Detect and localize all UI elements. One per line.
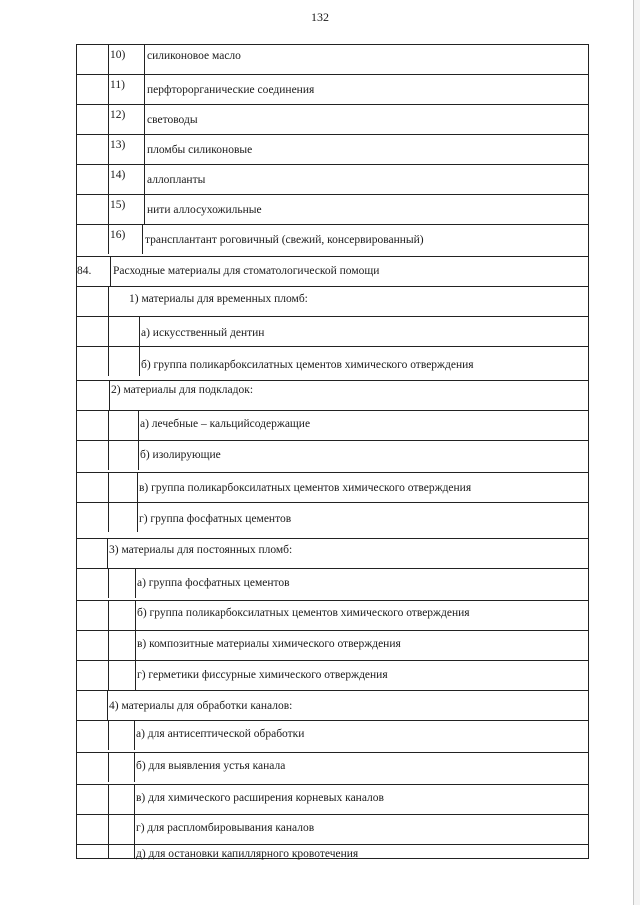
- row-label-cell: [137, 473, 588, 502]
- table-row: [77, 660, 588, 690]
- empty-cell: [77, 503, 109, 532]
- section-title: Расходные материалы для стоматологической помощи: [113, 265, 380, 277]
- empty-cell: [77, 75, 109, 104]
- row-text: в) группа поликарбоксилатных цементов химического отверждения: [139, 482, 472, 494]
- scan-edge: [633, 0, 640, 905]
- table-row-section: [77, 256, 588, 286]
- row-text: пломбы силиконовые: [147, 144, 253, 156]
- row-text: б) для выявления устья канала: [136, 760, 286, 772]
- row-text: б) группа поликарбоксилатных цементов химического отверждения: [137, 607, 470, 619]
- row-label-cell: [139, 347, 588, 376]
- table-row: [77, 844, 588, 858]
- table-row: [77, 720, 588, 750]
- empty-cell: [77, 195, 109, 224]
- row-label-cell: [135, 601, 588, 630]
- row-label-cell: [135, 631, 588, 660]
- row-label-cell: [138, 441, 588, 470]
- empty-cell: [77, 661, 109, 690]
- materials-table: [76, 44, 589, 859]
- row-label-cell: [142, 225, 588, 254]
- row-text: б) изолирующие: [140, 449, 221, 461]
- table-row: [77, 568, 588, 598]
- empty-cell: [77, 287, 109, 316]
- row-label-cell: [139, 317, 588, 346]
- row-label-cell: [134, 845, 588, 858]
- subsection-title: 1) материалы для временных пломб:: [129, 293, 308, 305]
- table-row: [77, 440, 588, 470]
- row-number: 11): [110, 79, 125, 91]
- row-text: перфторорганические соединения: [147, 84, 315, 96]
- empty-cell: [77, 165, 109, 194]
- table-row: [77, 164, 588, 194]
- row-text: трансплантант роговичный (свежий, консервированный): [145, 234, 424, 246]
- table-row: [77, 690, 588, 720]
- row-label-cell: [144, 75, 588, 104]
- section-number: 84.: [77, 265, 92, 277]
- row-text: б) группа поликарбоксилатных цементов химического отверждения: [141, 359, 474, 371]
- row-label-cell: [107, 539, 588, 568]
- row-label-cell: [134, 721, 588, 750]
- row-label-cell: [134, 785, 588, 814]
- row-label-cell: [107, 691, 588, 720]
- subsection-title: 3) материалы для постоянных пломб:: [109, 544, 293, 556]
- row-number: 15): [110, 199, 126, 211]
- empty-cell: [77, 411, 109, 440]
- table-row: [77, 752, 588, 782]
- table-row: [77, 194, 588, 224]
- empty-cell: [77, 569, 109, 598]
- row-label-cell: [109, 381, 588, 410]
- empty-cell: [77, 753, 109, 782]
- row-label-cell: [137, 503, 588, 532]
- row-text: д) для остановки капиллярного кровотечения: [136, 848, 359, 860]
- row-label-cell: [135, 661, 588, 690]
- table-row: [77, 44, 588, 74]
- row-text: г) группа фосфатных цементов: [139, 513, 292, 525]
- row-label-cell: [144, 105, 588, 134]
- row-number: 16): [110, 229, 126, 241]
- empty-cell: [77, 45, 109, 74]
- empty-cell: [77, 815, 109, 844]
- table-row: [77, 630, 588, 660]
- row-text: г) для распломбировывания каналов: [136, 822, 315, 834]
- table-row: [77, 104, 588, 134]
- row-number: 10): [110, 49, 126, 61]
- table-row: [77, 134, 588, 164]
- table-row: [77, 502, 588, 532]
- empty-cell: [77, 347, 109, 376]
- empty-cell: [77, 845, 109, 858]
- row-text: в) для химического расширения корневых каналов: [136, 792, 384, 804]
- empty-cell: [77, 135, 109, 164]
- row-number: 14): [110, 169, 126, 181]
- table-row: [77, 600, 588, 630]
- table-row: [77, 224, 588, 254]
- row-text: а) для антисептической обработки: [136, 728, 305, 740]
- empty-cell: [77, 105, 109, 134]
- row-label-cell: [144, 195, 588, 224]
- row-label-cell: [144, 165, 588, 194]
- empty-cell: [77, 601, 109, 630]
- empty-cell: [77, 473, 109, 502]
- row-label-cell: [110, 257, 588, 286]
- subsection-title: 4) материалы для обработки каналов:: [109, 700, 293, 712]
- empty-cell: [77, 785, 109, 814]
- row-label-cell: [144, 45, 588, 74]
- table-row: [77, 316, 588, 346]
- row-text: аллопланты: [147, 174, 206, 186]
- row-number: 12): [110, 109, 126, 121]
- table-row: [77, 784, 588, 814]
- row-text: в) композитные материалы химического отверждения: [137, 638, 401, 650]
- row-text: а) группа фосфатных цементов: [137, 577, 290, 589]
- table-row: [77, 538, 588, 568]
- table-row: [77, 410, 588, 440]
- empty-cell: [77, 441, 109, 470]
- row-label-cell: [138, 411, 588, 440]
- empty-cell: [77, 225, 109, 254]
- row-text: а) лечебные – кальцийсодержащие: [140, 418, 311, 430]
- row-number: 13): [110, 139, 126, 151]
- table-row: [77, 380, 588, 410]
- subsection-title: 2) материалы для подкладок:: [111, 384, 254, 396]
- table-row: [77, 286, 588, 316]
- table-row: [77, 74, 588, 104]
- row-text: а) искусственный дентин: [141, 327, 265, 339]
- empty-cell: [77, 631, 109, 660]
- empty-cell: [77, 317, 109, 346]
- row-label-cell: [134, 753, 588, 782]
- row-text: световоды: [147, 114, 198, 126]
- table-row: [77, 472, 588, 502]
- row-label-cell: [144, 135, 588, 164]
- row-text: г) герметики фиссурные химического отверждения: [137, 669, 388, 681]
- table-row: [77, 346, 588, 376]
- row-label-cell: [135, 569, 588, 598]
- table-row: [77, 814, 588, 844]
- row-text: силиконовое масло: [147, 50, 241, 62]
- page-number: 132: [311, 10, 329, 24]
- row-label-cell: [134, 815, 588, 844]
- empty-cell: [77, 721, 109, 750]
- row-text: нити аллосухожильные: [147, 204, 262, 216]
